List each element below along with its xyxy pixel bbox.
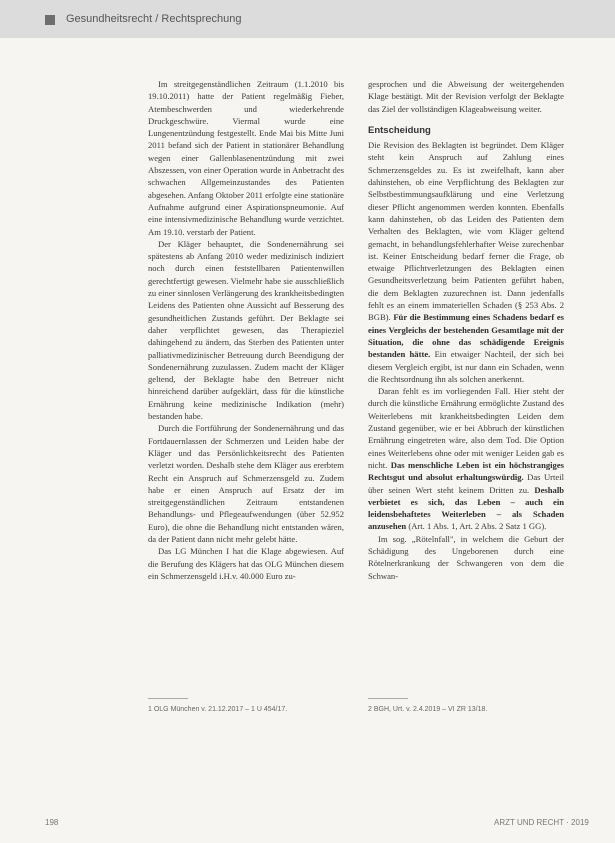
right-paragraph-3: [368, 385, 564, 533]
right-column: [368, 78, 564, 582]
reasoning-text-b-bold: Das menschliche Leben ist ein höchstrangiges Rechtsgut und absolut erhaltungswürdig.: [368, 459, 564, 483]
right-paragraph-1: gesprochen und die Abweisung der weitergehenden Klage bestätigt. Mit der Revision verfolgt der Beklagte das Ziel der vollständigen Klageabweisung weiter.: [368, 79, 564, 114]
section-heading: Entscheidung: [368, 124, 431, 136]
left-paragraph-2: Der Kläger behauptet, die Sondenernährung sei spätestens ab Anfang 2010 weder medizinisch indiziert noch durch einen feststellbaren Patientenwillen gerechtfertigt gewesen. Vielmehr habe sie ausschließlich zu einer sinnlosen Verlängerung des krankheitsbedingten Leidens des Patienten ohne Aussicht auf Besserung des gesundheitlichen Zustands geführt. Der Beklagte sei daher verpflichtet gewesen, das Therapieziel dahingehend zu ändern, das Sterben des Patienten unter palliativmedizinischer Betreuung durch Beendigung der Sondenernährung zuzulassen. Zudem macht der Kläger geltend, der Beklagte habe den Betreuer nicht hinreichend darüber aufgeklärt, dass für die künstliche Ernährung keine medizinische Indikation (mehr) bestanden habe.: [148, 238, 344, 422]
reasoning-text-c: Das Urteil über seinen Wert steht keinem Dritten zu.: [368, 472, 564, 495]
decision-text-c: Ein etwaiger Nachteil, der sich bei diesem Vergleich ergibt, ist nur dann ein Schaden, wenn die Rechtsordnung ihn als solchen anerkennt.: [368, 349, 564, 384]
left-paragraph-3: Durch die Fortführung der Sondenernährung und das Fortdauernlassen der Schmerzen und Leiden habe der Kläger und das Persönlichkeitsrecht des Patienten verletzt worden. Deshalb stehe dem Kläger aus ererbtem Recht ein Anspruch auf Schmerzensgeld zu. Zudem habe er einen Anspruch auf Ersatz der im streitgegenständlichen Zeitraum entstandenen Behandlungs- und Pflegeaufwendungen (über 52.952 Euro), die ohne die Behandlung nicht entstanden wären, da der Patient dann nicht mehr gelebt hätte.: [148, 423, 344, 544]
left-column: [148, 78, 344, 582]
reasoning-text-e: (Art. 1 Abs. 1, Art. 2 Abs. 2 Satz 1 GG).: [408, 521, 547, 532]
left-paragraph-1: Im streitgegenständlichen Zeitraum (1.1.2010 bis 19.10.2011) hatte der Patient regelmäßig Fieber, Atembeschwerden und wiederkehrende Druckgeschwüre. Viermal wurde eine Lungenentzündung festgestellt. Ende Mai bis Mitte Juni 2011 befand sich der Patient in stationärer Behandlung wegen einer Gallenblasenentzündung mit zwei Abszessen, von einer Operation wurde in Anbetracht des schwachen Allgemeinzustandes des Patienten abgesehen. Anfang Oktober 2011 erfolgte eine stationäre Aufnahme aufgrund einer Aspirationspneumonie. Auf eine intensivmedizinische Behandlung wurde verzichtet. Am 19.10. verstarb der Patient.: [148, 79, 344, 237]
right-paragraph-2: [368, 139, 564, 385]
left-paragraph-4: Das LG München I hat die Klage abgewiesen. Auf die Berufung des Klägers hat das OLG München diesem ein Schmerzensgeld i.H.v. 40.000 Euro zu-: [148, 546, 344, 581]
header-title: Gesundheitsrecht / Rechtsprechung: [66, 13, 242, 25]
decision-text-a: Die Revision des Beklagten ist begründet. Dem Kläger steht kein Anspruch auf Zahlung eines Schmerzensgeldes zu. Es ist zweifelhaft, kann aber dahinstehen, ob eine Verpflichtung des Beklagten zur Selbstbestimmungsaufklärung und eine Verletzung dieser Pflicht angenommen werden konnten. Ebenfalls kann dahinstehen, ob das Leiden des Patienten dem Verhalten des Beklagten, wie vom Kläger geltend gemacht, in behandlungsfehlerhafter Weise zurechenbar ist. Keiner Entscheidung bedarf ferner die Frage, ob etwaige Pflichtverletzungen des Beklagten einen Gesundheitsverletzung beim Patienten geführt haben, die dem Beklagten zuzurechnen ist. Dann jedenfalls fehlt es an einem immateriellen Schaden (§ 253 Abs. 2 BGB).: [368, 140, 564, 323]
page-number: 198: [45, 818, 59, 827]
right-paragraph-4: Im sog. „Rötelnfall", in welchem die Geburt der Schädigung des Ungeborenen durch eine Rötelnerkrankung der Schwangeren von dem die Schwan-: [368, 533, 564, 581]
header-square-icon: [45, 15, 55, 25]
decision-text-b-bold: Für die Bestimmung eines Schadens bedarf es eines Vergleichs der bestehenden Gesamtlage mit der Situation, die ohne das schädigende Ereignis bestanden hätte.: [368, 312, 565, 360]
journal-footer: ARZT UND RECHT · 2019: [494, 818, 589, 827]
footnote-left: 1 OLG München v. 21.12.2017 – 1 U 454/17.: [148, 706, 288, 713]
running-header: [0, 0, 615, 38]
reasoning-text-d-bold: Deshalb verbietet es sich, das Leben – auch ein leidensbehaftetes Weiterleben – als Schaden anzusehen: [368, 484, 564, 532]
reasoning-text-a: Daran fehlt es im vorliegenden Fall. Hier steht der durch die künstliche Ernährung ermöglichte Zustand des Weiterlebens mit krankheitsbedingten Leiden dem Zustand gegenüber, wie er bei Abbruch der künstlichen Ernährung eingetreten wäre, also dem Tod. Die Option eines Weiterlebens ohne oder mit weniger Leiden gab es nicht.: [368, 386, 564, 470]
footnote-rule-left: [148, 698, 188, 699]
footnote-right: 2 BGH, Urt. v. 2.4.2019 – VI ZR 13/18.: [368, 706, 488, 713]
footnote-rule-right: [368, 698, 408, 699]
